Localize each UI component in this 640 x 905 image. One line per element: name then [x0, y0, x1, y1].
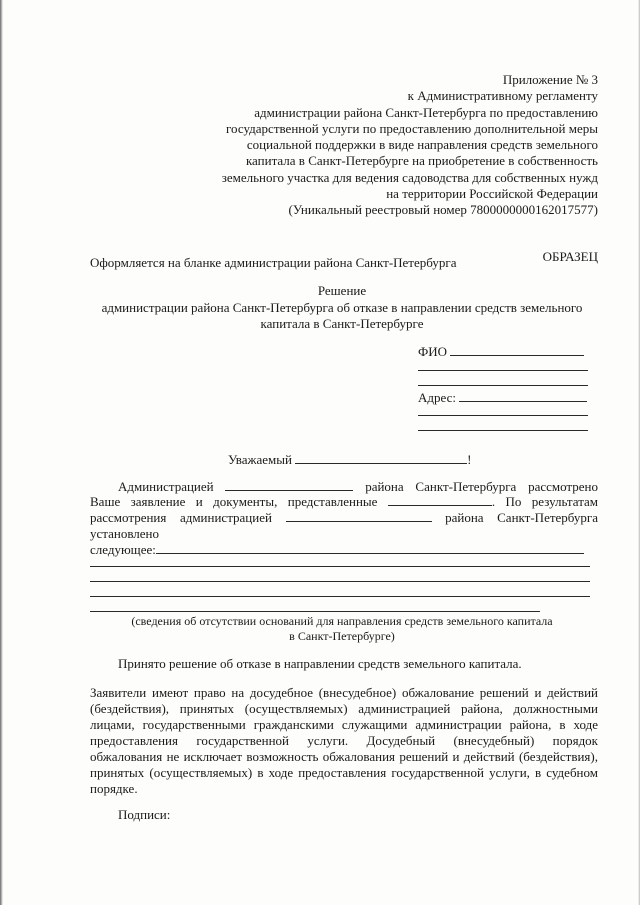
findings-blank-line — [90, 581, 590, 582]
registry-number: (Уникальный реестровый номер 7800000000162017577) — [288, 202, 598, 217]
appendix-line: на территории Российской Федерации — [386, 186, 598, 201]
review-text: рассмотрения администрацией — [90, 510, 272, 525]
appendix-line: государственной услуги по предоставлению дополнительной меры — [226, 121, 598, 136]
review-line — [90, 542, 584, 558]
fio-label: ФИО — [418, 344, 448, 359]
review-line — [90, 494, 598, 510]
appeal-line: порядке. — [90, 781, 138, 796]
appeal-line: обжалования не исключает возможность обжалования решений и действий (бездействия), — [90, 749, 598, 764]
fio-blank-line — [418, 370, 588, 371]
district-blank — [286, 510, 432, 522]
signatures-label: Подписи: — [118, 807, 171, 822]
address-blank-line — [418, 415, 588, 416]
findings-blank-line — [90, 611, 540, 612]
footnote: (сведения об отсутствии оснований для направления средств земельного капитала — [131, 614, 553, 628]
appendix-line: социальной поддержки в виде направления средств земельного — [246, 137, 598, 152]
scan-edge-left — [0, 0, 3, 905]
appendix-line: к Административному регламенту — [407, 88, 598, 103]
date-blank — [388, 494, 492, 506]
address-field — [418, 390, 587, 406]
appendix-number: Приложение № 3 — [502, 72, 598, 87]
review-line — [90, 510, 598, 526]
decision-subtitle: администрации района Санкт-Петербурга об отказе в направлении средств земельного — [101, 300, 583, 315]
greeting — [228, 452, 472, 468]
address-blank — [459, 390, 587, 402]
appeal-line: (бездействия), принятых (осуществляемых) администрацией района, должностными — [90, 701, 598, 716]
review-text: следующее: — [90, 542, 156, 557]
review-text: Ваше заявление и документы, представленные — [90, 494, 378, 509]
review-line: установлено — [90, 526, 160, 541]
appeal-line: лицами, государственными гражданскими служащими администрации района, в ходе — [90, 717, 598, 732]
greeting-prefix: Уважаемый — [228, 452, 292, 467]
appeal-line: предоставления государственной услуги. Досудебный (внесудебный) порядок — [90, 733, 598, 748]
refusal-statement: Принято решение об отказе в направлении средств земельного капитала. — [118, 656, 522, 671]
appendix-line: капитала в Санкт-Петербурге на приобретение в собственность — [245, 153, 598, 168]
greeting-suffix: ! — [467, 452, 472, 467]
fio-field — [418, 344, 584, 360]
decision-subtitle: капитала в Санкт-Петербурге — [260, 316, 424, 331]
fio-blank — [450, 344, 584, 356]
footnote: в Санкт-Петербурге) — [289, 629, 395, 643]
findings-blank-line — [90, 596, 590, 597]
fio-blank-line — [418, 385, 588, 386]
review-text: района Санкт-Петербурга рассмотрено — [365, 479, 599, 494]
decision-title: Решение — [317, 283, 367, 298]
review-line — [118, 479, 598, 495]
appeal-line: Заявители имеют право на досудебное (внесудебное) обжалование решений и действий — [90, 685, 598, 700]
district-blank — [225, 479, 353, 491]
review-text: . — [491, 494, 496, 509]
appeal-line: принятых (осуществляемых) в ходе предоставления государственной услуги, в судебном — [90, 765, 598, 780]
review-text: Администрацией — [118, 479, 214, 494]
address-label: Адрес: — [418, 390, 456, 405]
review-text: По результатам — [505, 494, 599, 509]
appendix-line: администрации района Санкт-Петербурга по предоставлению — [254, 105, 598, 120]
address-blank-line — [418, 430, 588, 431]
findings-blank — [156, 542, 584, 554]
form-note: Оформляется на бланке администрации района Санкт-Петербурга — [90, 255, 457, 270]
sample-mark: ОБРАЗЕЦ — [542, 249, 598, 264]
appendix-line: земельного участка для ведения садоводства для собственных нужд — [221, 170, 598, 185]
greeting-name-blank — [295, 452, 467, 464]
findings-blank-line — [90, 566, 590, 567]
review-text: района Санкт-Петербурга — [445, 510, 599, 525]
